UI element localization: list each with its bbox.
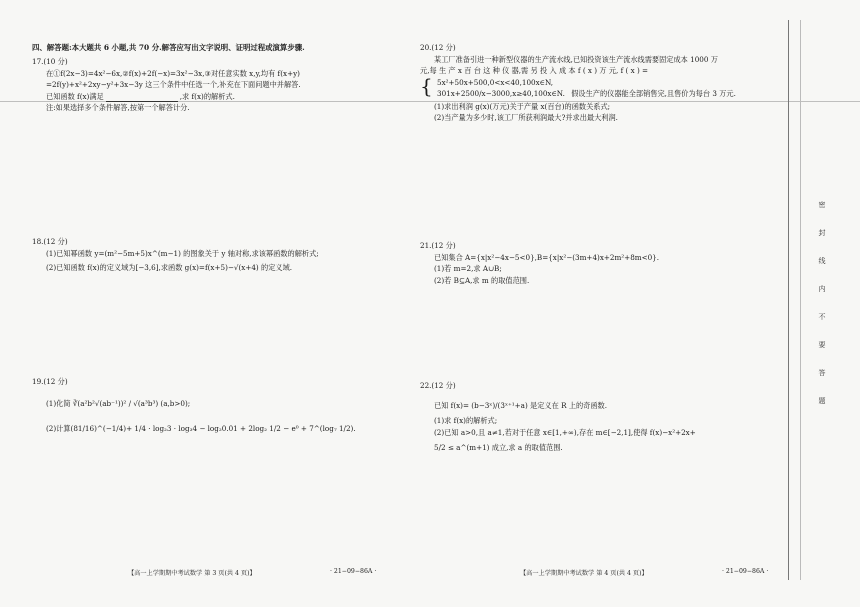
q20-line1: 某工厂准备引进一种新型仪器的生产流水线,已知投资该生产流水线需要固定成本 1000 万 (434, 54, 718, 64)
binding-line-outer (800, 20, 801, 580)
q21-head: 21.(12 分) (420, 241, 456, 250)
seal-char-7: 答 (818, 369, 826, 377)
footer-right-page: 【高一上学期期中考试数学 第 4 页(共 4 页)】 (520, 570, 648, 577)
question-19 (32, 376, 356, 435)
q21-line1: 已知集合 A={x|x²−4x−5<0},B={x|x²−(3m+4)x+2m²+8m<0}. (434, 252, 660, 262)
q18-head: 18.(12 分) (32, 237, 68, 246)
q17-line2: =2f(y)+x²+2xy−y²+3x−3y 这三个条件中任选一个,补充在下面问题中并解答. (46, 80, 301, 89)
q22-head: 22.(12 分) (420, 381, 456, 390)
footer-right-code: · 21−09−86A · (722, 568, 769, 575)
q17-head: 17.(10 分) (32, 57, 68, 66)
q20-line3: (1)求出利润 g(x)(万元)关于产量 x(百台)的函数关系式; (434, 101, 611, 111)
question-21 (420, 240, 659, 286)
q19-head: 19.(12 分) (32, 377, 68, 386)
q17-line3 (32, 91, 301, 103)
footer-left-page: 【高一上学期期中考试数学 第 3 页(共 4 页)】 (128, 570, 256, 577)
q17-line3-end: ,求 f(x)的解析式. (179, 91, 235, 101)
seal-char-8: 题 (818, 397, 826, 405)
q22-line1: 已知 f(x)= (b−3ˣ)/(3ˣ⁺¹+a) 是定义在 R 上的奇函数. (434, 400, 608, 410)
section-heading (32, 42, 305, 54)
q20-line2: 元,每 生 产 x 百 台 这 种 仪 器,需 另 投 入 成 本 f ( x ) 万 元, f ( x ) = (420, 66, 649, 75)
section-title: 四、解答题:本大题共 6 小题,共 70 分.解答应写出文字说明、证明过程或演算步骤. (32, 43, 305, 52)
seal-char-4: 内 (818, 285, 826, 293)
q22-line4: 5/2 ≤ a^(m+1) 成立,求 a 的取值范围. (434, 443, 563, 452)
q20-case-tail: 假设生产的仪器能全部销售完,且售价为每台 3 万元. (571, 88, 736, 98)
q21-line3: (2)若 B⊆A,求 m 的取值范围. (434, 275, 530, 285)
seal-char-3: 线 (818, 257, 826, 265)
q20-case2: 301x+2500/x−3000,x≥40,100x∈N. (437, 89, 565, 98)
seal-char-5: 不 (818, 313, 826, 321)
seal-char-2: 封 (818, 229, 826, 237)
piecewise-cases (437, 77, 565, 100)
q19-line2: (2)计算(81/16)^(−1/4)+ 1/4 · log₂3 · log₃4 − log₂0.01 + 2log₂ 1/2 − e⁰ + 7^(log₇ 1/2). (46, 424, 356, 433)
q17-note: 注:如果选择多个条件解答,按第一个解答计分. (46, 103, 190, 112)
piecewise-brace: { (420, 73, 433, 98)
footer-left-code: · 21−09−86A · (330, 568, 377, 575)
question-18 (32, 236, 319, 274)
q20-case1: 5x²+50x+500,0<x<40,100x∈N, (437, 77, 554, 87)
question-20 (420, 42, 736, 124)
question-22 (420, 380, 696, 454)
q17-line3-start: 已知函数 f(x)满足 (46, 91, 104, 101)
question-17 (32, 56, 301, 114)
q17-answer-blank (106, 93, 178, 102)
q22-line3: (2)已知 a>0,且 a≠1,若对于任意 x∈[1,+∞),存在 m∈[−2,1],使得 f(x)−x²+2x+ (434, 427, 696, 437)
q20-head: 20.(12 分) (420, 43, 456, 52)
q19-line1: (1)化简 ∛(a²b²√(ab⁻¹))² / √(a³b³) (a,b>0); (46, 398, 191, 408)
q21-line2: (1)若 m=2,求 A∪B; (434, 264, 502, 273)
seal-char-1: 密 (818, 201, 826, 209)
q20-line4: (2)当产量为多少时,该工厂所获利润最大?并求出最大利润. (434, 113, 618, 122)
q18-line2: (2)已知函数 f(x)的定义域为[−3,6],求函数 g(x)=f(x+5)−√(x+4) 的定义域. (46, 263, 293, 272)
q17-line1: 在①f(2x−3)=4x²−6x,②f(x)+2f(−x)=3x²−3x,③对任意实数 x,y,均有 f(x+y) (46, 68, 300, 78)
q18-line1: (1)已知幂函数 y=(m²−5m+5)x^(m−1) 的图象关于 y 轴对称,求该幂函数的解析式; (46, 248, 319, 258)
q22-line2: (1)求 f(x)的解析式; (434, 416, 498, 425)
seal-char-6: 要 (818, 341, 826, 349)
q20-piecewise (420, 73, 736, 101)
binding-line (788, 20, 789, 580)
